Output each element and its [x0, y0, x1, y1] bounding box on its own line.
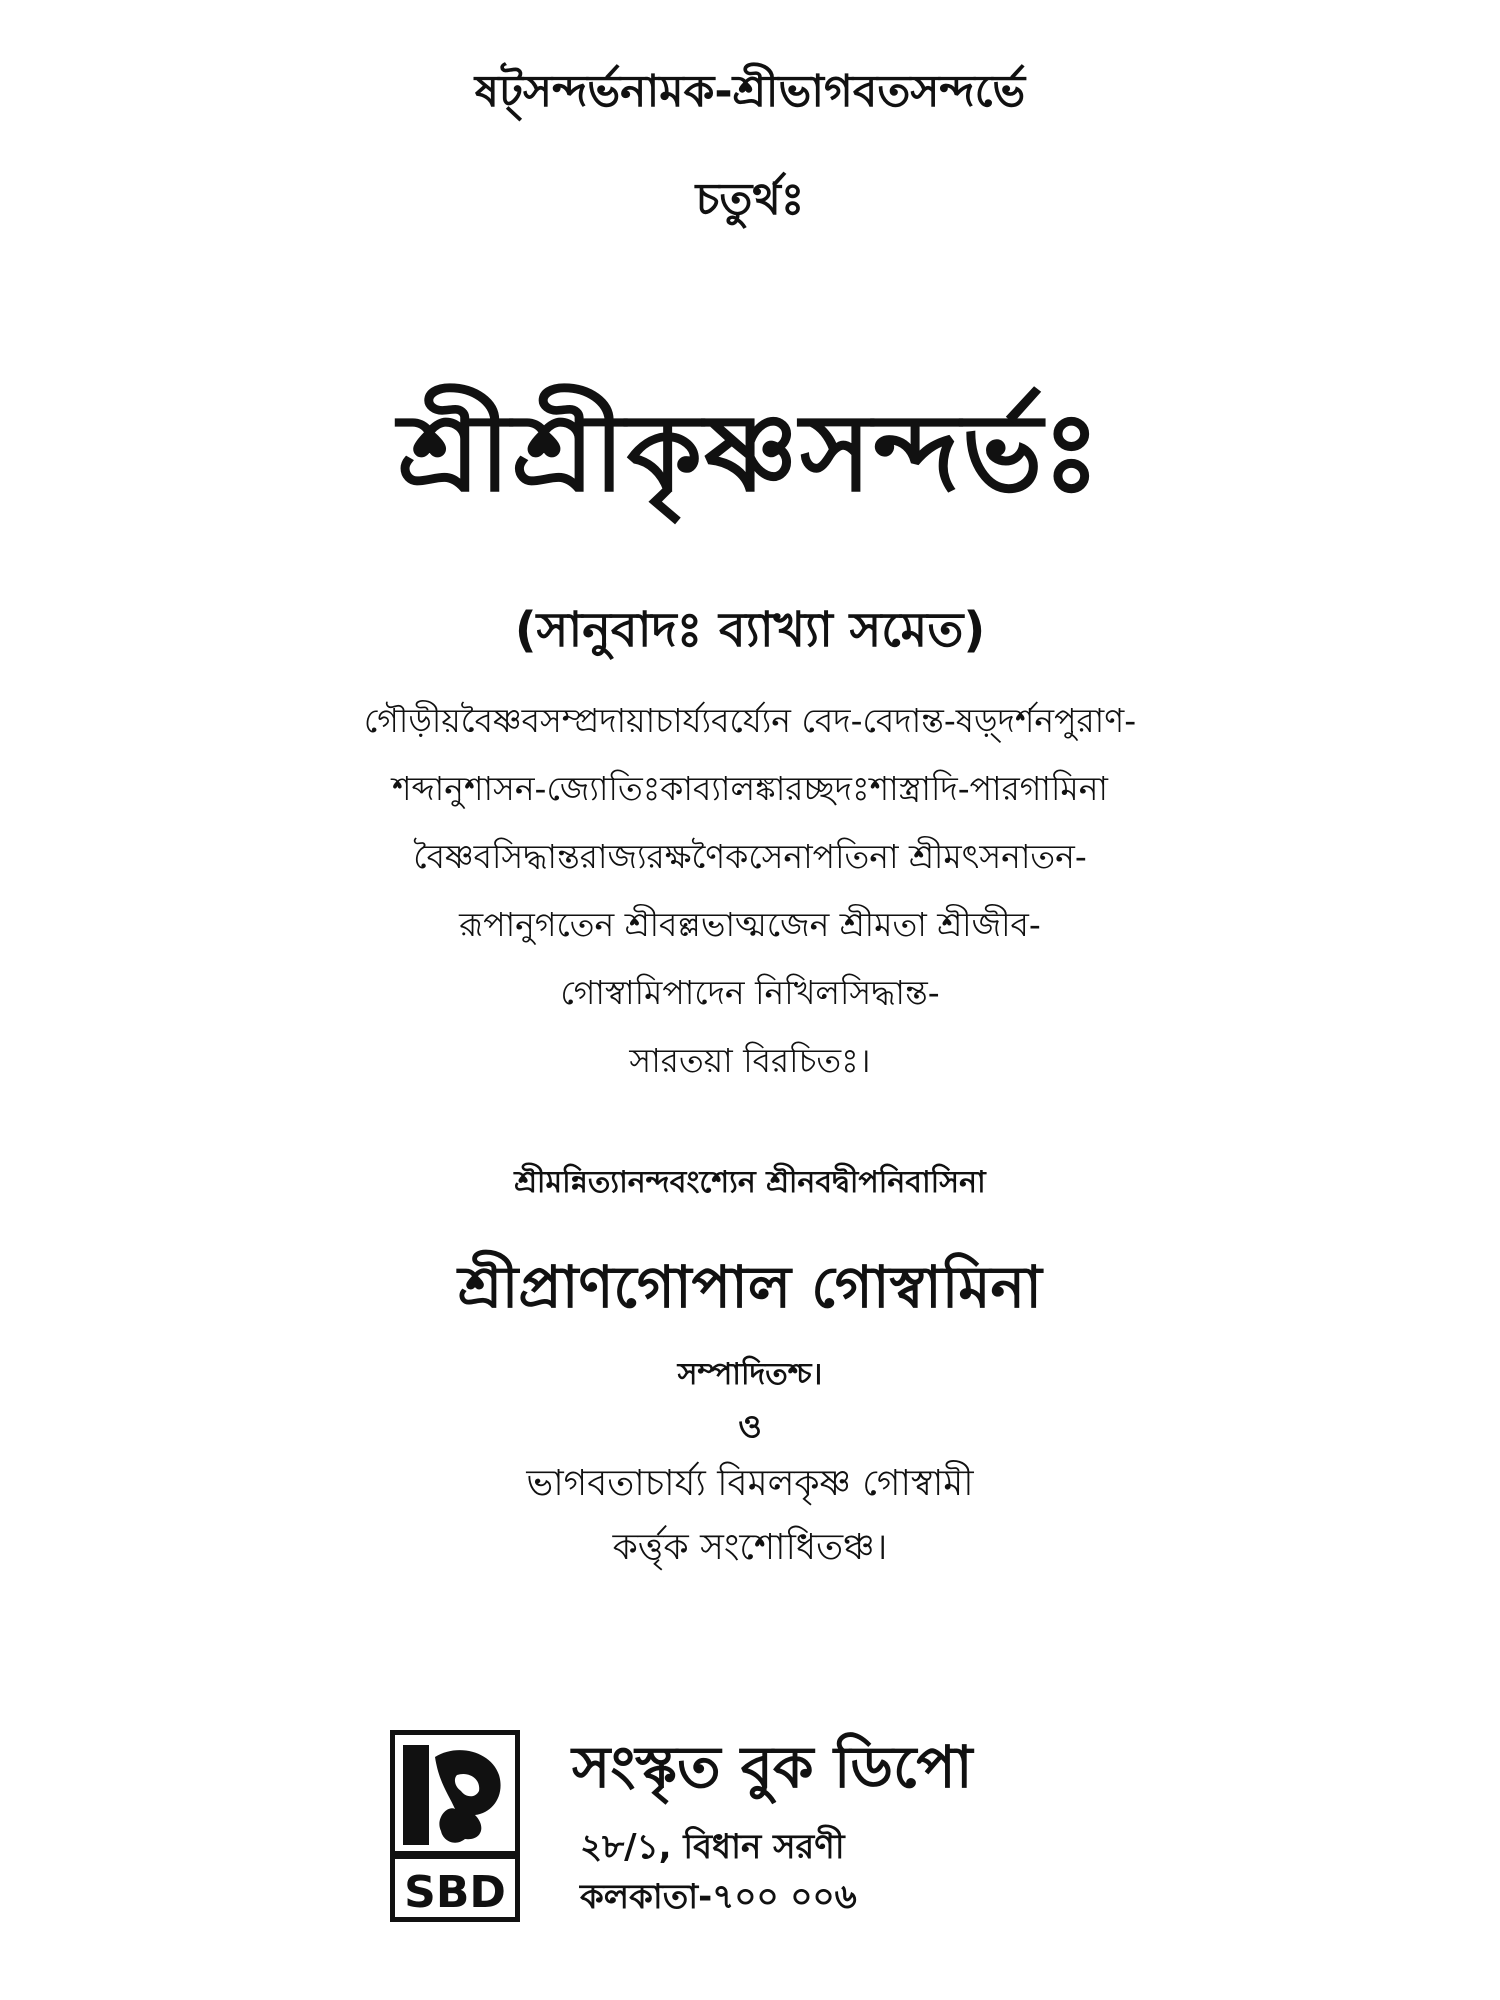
editor-name: শ্রীপ্রাণগোপাল গোস্বামিনা	[458, 1253, 1042, 1321]
volume-label: চতুর্থঃ	[695, 174, 805, 225]
edited-label: সম্পাদিতশ্চ।	[677, 1357, 823, 1392]
series-heading: ষট্‌সন্দর্ভনামক-শ্রীভাগবতসন্দর্ভে	[474, 66, 1026, 117]
description-line: রূপানুগতেন শ্রীবল্লভাত্মজেন শ্রীমতা শ্রীজীব-	[459, 905, 1041, 944]
conjunction: ও	[738, 1407, 762, 1445]
description-line: শব্দানুশাসন-জ্যোতিঃকাব্যালঙ্কারচ্ছদঃশাস্ত্রাদি-পারগামিনা	[391, 769, 1108, 808]
description-line: গৌড়ীয়বৈষ্ণবসম্প্রদায়াচার্য্যবর্য্যেন বেদ-বেদান্ত-ষড়্দর্শনপুরাণ-	[363, 701, 1137, 740]
book-subtitle: (সানুবাদঃ ব্যাখ্যা সমেত)	[514, 602, 986, 658]
publisher-city: কলকাতা-৭০০ ০০৬	[580, 1877, 857, 1917]
book-title: শ্রীশ্রীকৃষ্ণসন্দর্ভঃ	[397, 391, 1103, 516]
sbd-publisher-logo-icon	[390, 1730, 520, 1922]
editor-lineage: শ্রীমন্নিত্যানন্দবংশ্যেন শ্রীনবদ্বীপনিবাসিনা	[514, 1165, 986, 1200]
publisher-name: সংস্কৃত বুক ডিপো	[572, 1733, 973, 1801]
description-line: বৈষ্ণবসিদ্ধান্তরাজ্যরক্ষণৈকসেনাপতিনা শ্রীমৎসনাতন-	[413, 837, 1087, 876]
description-line: সারতয়া বিরচিতঃ।	[629, 1041, 871, 1080]
reviser-name: ভাগবতাচার্য্য বিমলকৃষ্ণ গোস্বামী	[526, 1463, 974, 1504]
logo-text: SBD	[404, 1867, 506, 1917]
publisher-block	[390, 1730, 1190, 1930]
description-line: গোস্বামিপাদেন নিখিলসিদ্ধান্ত-	[560, 973, 940, 1012]
revised-label: কর্ত্তৃক সংশোধিতঞ্চ।	[612, 1527, 888, 1568]
publisher-street-address: ২৮/১, বিধান সরণী	[580, 1827, 845, 1867]
